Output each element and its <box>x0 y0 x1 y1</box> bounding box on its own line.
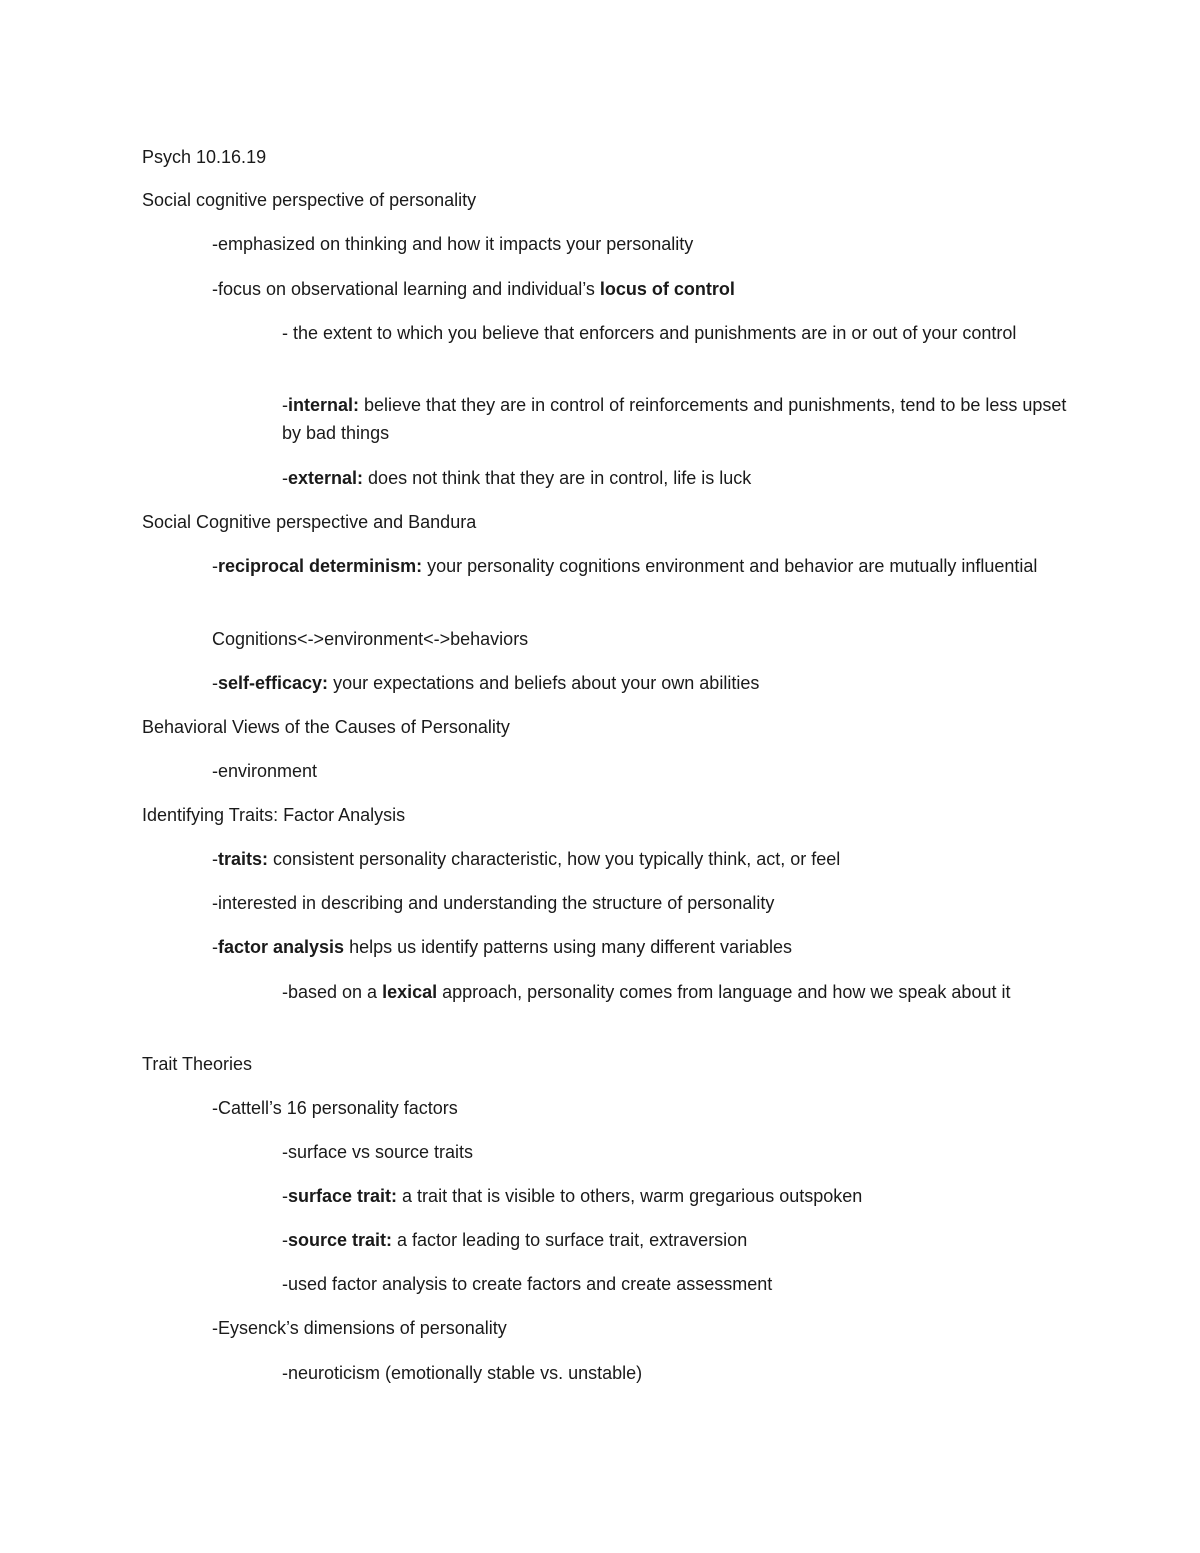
bold-term: surface trait: <box>288 1186 398 1206</box>
sub-bullet: -neuroticism (emotionally stable vs. unstable) <box>282 1363 643 1383</box>
document-title: Psych 10.16.19 <box>142 147 267 167</box>
bullet: -environment <box>212 761 318 781</box>
bold-term: source trait: <box>288 1230 393 1250</box>
bullet <box>212 552 1062 580</box>
bold-term: lexical <box>382 982 438 1002</box>
sub-bullet <box>282 1226 1072 1254</box>
sub-bullet <box>282 391 1072 447</box>
bold-term: locus of control <box>599 279 735 299</box>
bullet-text: your personality cognitions environment and behavior are mutually influential <box>422 556 1038 576</box>
bullet-text: - <box>282 1230 288 1250</box>
bullet-text: approach, personality comes from language and how we speak about it <box>437 982 1011 1002</box>
bold-term: traits: <box>218 849 269 869</box>
sub-bullet <box>282 1182 1072 1210</box>
bullet: -Cattell’s 16 personality factors <box>212 1098 458 1118</box>
section-heading: Trait Theories <box>142 1054 253 1074</box>
bullet <box>212 275 735 303</box>
bullet-text: - <box>212 937 218 957</box>
section-heading: Behavioral Views of the Causes of Personality <box>142 717 510 737</box>
bullet: Cognitions<->environment<->behaviors <box>212 629 529 649</box>
sub-bullet: -surface vs source traits <box>282 1142 474 1162</box>
bold-term: internal: <box>288 395 360 415</box>
bold-term: external: <box>288 468 364 488</box>
sub-bullet: - the extent to which you believe that enforcers and punishments are in or out of your control <box>282 323 1017 343</box>
bullet-text: your expectations and beliefs about your own abilities <box>328 673 760 693</box>
bullet-text: - <box>212 849 218 869</box>
bullet: -emphasized on thinking and how it impacts your personality <box>212 234 694 254</box>
bullet-text: -based on a <box>282 982 383 1002</box>
bullet <box>212 933 792 961</box>
bullet-text: - <box>282 395 288 415</box>
section-heading: Social Cognitive perspective and Bandura <box>142 512 477 532</box>
bullet-text: - <box>282 1186 288 1206</box>
bullet-text: - <box>212 556 218 576</box>
bullet <box>212 845 840 873</box>
bold-term: factor analysis <box>218 937 345 957</box>
bullet-text: believe that they are in control of reinforcements and punishments, tend to be less upset by bad things <box>282 395 1067 443</box>
bold-term: self-efficacy: <box>218 673 329 693</box>
sub-bullet <box>282 978 1072 1006</box>
bullet-text: a factor leading to surface trait, extraversion <box>392 1230 748 1250</box>
bullet: -interested in describing and understanding the structure of personality <box>212 893 775 913</box>
section-heading: Identifying Traits: Factor Analysis <box>142 805 406 825</box>
section-heading: Social cognitive perspective of personality <box>142 190 477 210</box>
bullet-text: a trait that is visible to others, warm gregarious outspoken <box>397 1186 863 1206</box>
bullet-text: - <box>212 673 218 693</box>
bullet-text: helps us identify patterns using many different variables <box>344 937 792 957</box>
sub-bullet <box>282 464 1072 492</box>
sub-bullet: -used factor analysis to create factors and create assessment <box>282 1274 773 1294</box>
bullet: -Eysenck’s dimensions of personality <box>212 1318 507 1338</box>
bullet-text: does not think that they are in control, life is luck <box>363 468 752 488</box>
bullet-text: -focus on observational learning and individual’s <box>212 279 600 299</box>
bullet-text: consistent personality characteristic, how you typically think, act, or feel <box>268 849 841 869</box>
bullet <box>212 669 759 697</box>
bold-term: reciprocal determinism: <box>218 556 423 576</box>
bullet-text: - <box>282 468 288 488</box>
